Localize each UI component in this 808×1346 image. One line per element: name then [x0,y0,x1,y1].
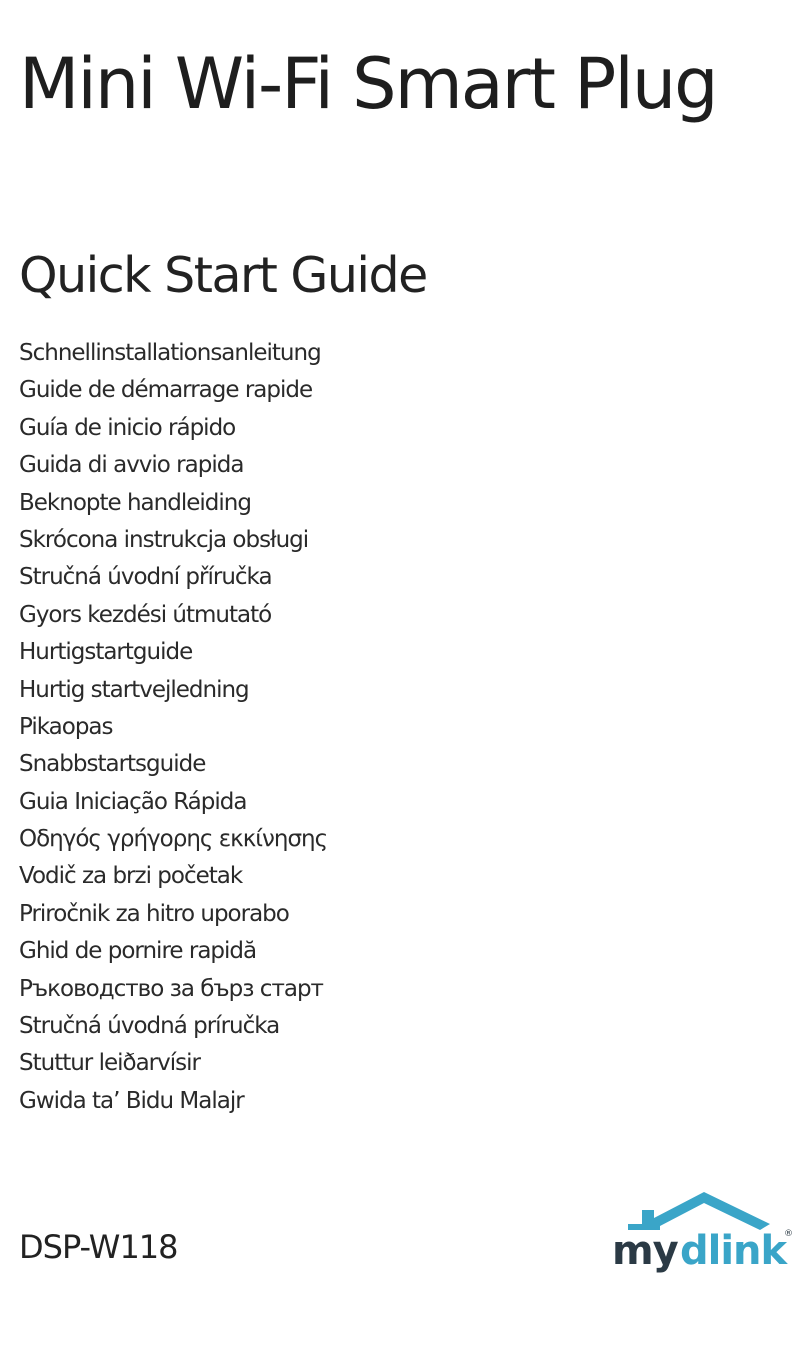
language-title-sv: Snabbstartsguide [19,751,206,778]
language-title-hu: Gyors kezdési útmutató [19,601,272,628]
language-title-hr: Vodič za brzi početak [19,863,243,890]
document-title: Mini Wi-Fi Smart Plug [19,43,717,125]
language-title-no: Hurtigstartguide [19,639,193,666]
mydlink-logo-graphic [608,1186,798,1286]
language-title-da: Hurtig startvejledning [19,676,249,703]
language-title-de: Schnellinstallationsanleitung [19,340,321,366]
logo-text-my: my [612,1228,678,1274]
language-title-list [19,335,327,1120]
guide-title: Quick Start Guide [19,247,427,304]
language-title-mt: Gwida ta’ Bidu Malajr [19,1087,244,1114]
language-title-es: Guía de inicio rápido [19,414,236,441]
language-title-it: Guida di avvio rapida [19,452,244,479]
mydlink-logo [608,1186,798,1286]
house-roof-icon [628,1192,770,1230]
logo-text-dlink: dlink [680,1228,787,1274]
model-number: DSP-W118 [19,1228,178,1266]
language-title-fr: Guide de démarrage rapide [19,377,313,404]
language-title-sk: Stručná úvodná príručka [19,1013,280,1040]
language-title-fi: Pikaopas [19,713,113,740]
language-title-cs: Stručná úvodní příručka [19,564,272,591]
registered-trademark: ® [784,1229,793,1239]
language-title-is: Stuttur leiðarvísir [19,1050,200,1077]
language-title-el: Οδηγός γρήγορης εκκίνησης [19,826,328,853]
language-title-nl: Beknopte handleiding [19,489,251,516]
language-title-ro: Ghid de pornire rapidă [19,938,257,965]
language-title-sl: Priročnik za hitro uporabo [19,900,289,927]
language-title-pt: Guia Iniciação Rápida [19,788,247,815]
language-title-pl: Skrócona instrukcja obsługi [19,526,309,553]
language-title-bg: Ръководство за бърз старт [19,975,323,1002]
